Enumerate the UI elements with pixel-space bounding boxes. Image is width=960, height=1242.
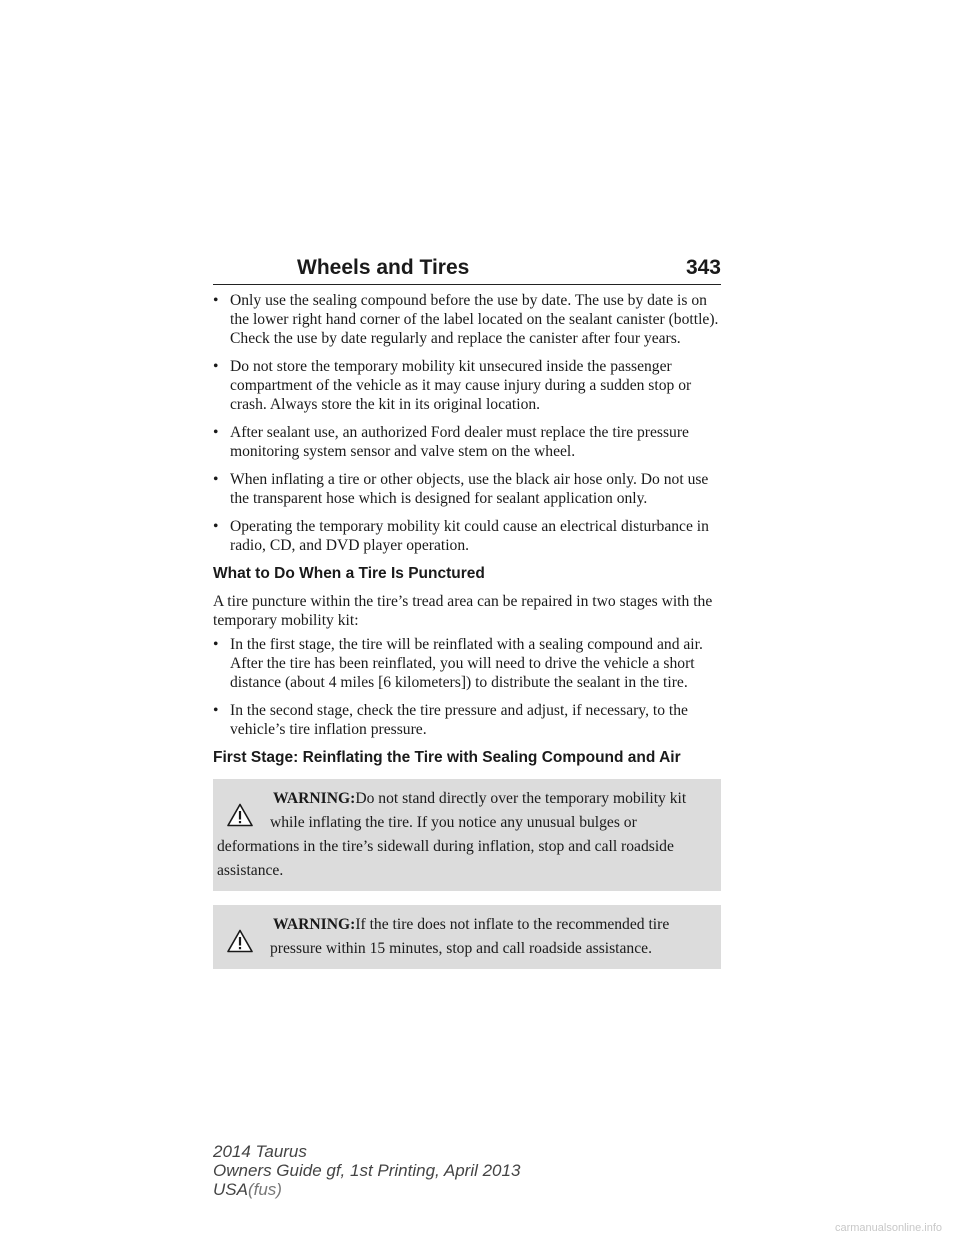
- list-item-text: After sealant use, an authorized Ford dealer must replace the tire pressure monitoring system sensor and valve stem on the wheel.: [230, 424, 689, 460]
- bullet-marker: •: [213, 471, 219, 488]
- footer-region: [213, 1180, 520, 1199]
- warning-box: [213, 779, 721, 891]
- list-item: [213, 517, 721, 555]
- footer-model: 2014 Taurus: [213, 1142, 307, 1161]
- page-header: [213, 254, 721, 285]
- list-item-text: When inflating a tire or other objects, use the black air hose only. Do not use the transparent hose which is designed for sealant application only.: [230, 471, 709, 507]
- warning-label: WARNING:: [273, 790, 356, 807]
- list-item: [213, 701, 721, 739]
- intro-paragraph: A tire puncture within the tire’s tread area can be repaired in two stages with the temporary mobility kit:: [213, 593, 713, 629]
- page-number: 343: [685, 256, 721, 279]
- list-item-text: Operating the temporary mobility kit could cause an electrical disturbance in radio, CD, and DVD player operation.: [230, 518, 709, 554]
- warning-text: Do not stand directly over the temporary mobility kit while inflating the tire. If you notice any unusual bulges or deformations in the tire’s sidewall during inflation, stop and call roadside assistance.: [217, 790, 687, 879]
- footer-edition: Owners Guide gf, 1st Printing, April 2013: [213, 1161, 521, 1180]
- list-item: [213, 291, 721, 348]
- warning-triangle-icon: [227, 803, 253, 827]
- document-footer: [213, 1142, 520, 1199]
- warning-text: If the tire does not inflate to the recommended tire pressure within 15 minutes, stop and call roadside assistance.: [270, 916, 670, 957]
- section-heading: First Stage: Reinflating the Tire with Sealing Compound and Air: [213, 749, 681, 766]
- section-heading: What to Do When a Tire Is Punctured: [213, 565, 485, 582]
- bullet-marker: •: [213, 358, 219, 375]
- bullet-marker: •: [213, 292, 219, 309]
- footer-region-suffix: (fus): [247, 1180, 282, 1199]
- bullet-marker: •: [213, 702, 219, 719]
- list-item-text: In the first stage, the tire will be reinflated with a sealing compound and air. After the tire has been reinflated, you will need to drive the vehicle a short distance (about 4 miles [6 kilometers]) to distribute the sealant in the tire.: [230, 636, 703, 691]
- warning-triangle-icon: [227, 929, 253, 953]
- warning-box: [213, 905, 721, 969]
- section-title: Wheels and Tires: [297, 256, 470, 279]
- watermark: carmanualsonline.info: [834, 1222, 942, 1234]
- bullet-marker: •: [213, 424, 219, 441]
- bullet-marker: •: [213, 636, 219, 653]
- bullet-marker: •: [213, 518, 219, 535]
- list-item-text: In the second stage, check the tire pressure and adjust, if necessary, to the vehicle’s tire inflation pressure.: [230, 702, 688, 738]
- footer-region-main: USA: [213, 1180, 248, 1199]
- list-item-text: Do not store the temporary mobility kit unsecured inside the passenger compartment of the vehicle as it may cause injury during a sudden stop or crash. Always store the kit in its original location.: [230, 358, 692, 413]
- list-item: [213, 470, 721, 508]
- list-item: [213, 423, 721, 461]
- list-item-text: Only use the sealing compound before the use by date. The use by date is on the lower right hand corner of the label located on the sealant canister (bottle). Check the use by date regularly and replace the canister after four years.: [230, 292, 719, 347]
- main-content: [213, 291, 721, 983]
- list-item: [213, 635, 721, 692]
- warning-label: WARNING:: [273, 916, 356, 933]
- list-item: [213, 357, 721, 414]
